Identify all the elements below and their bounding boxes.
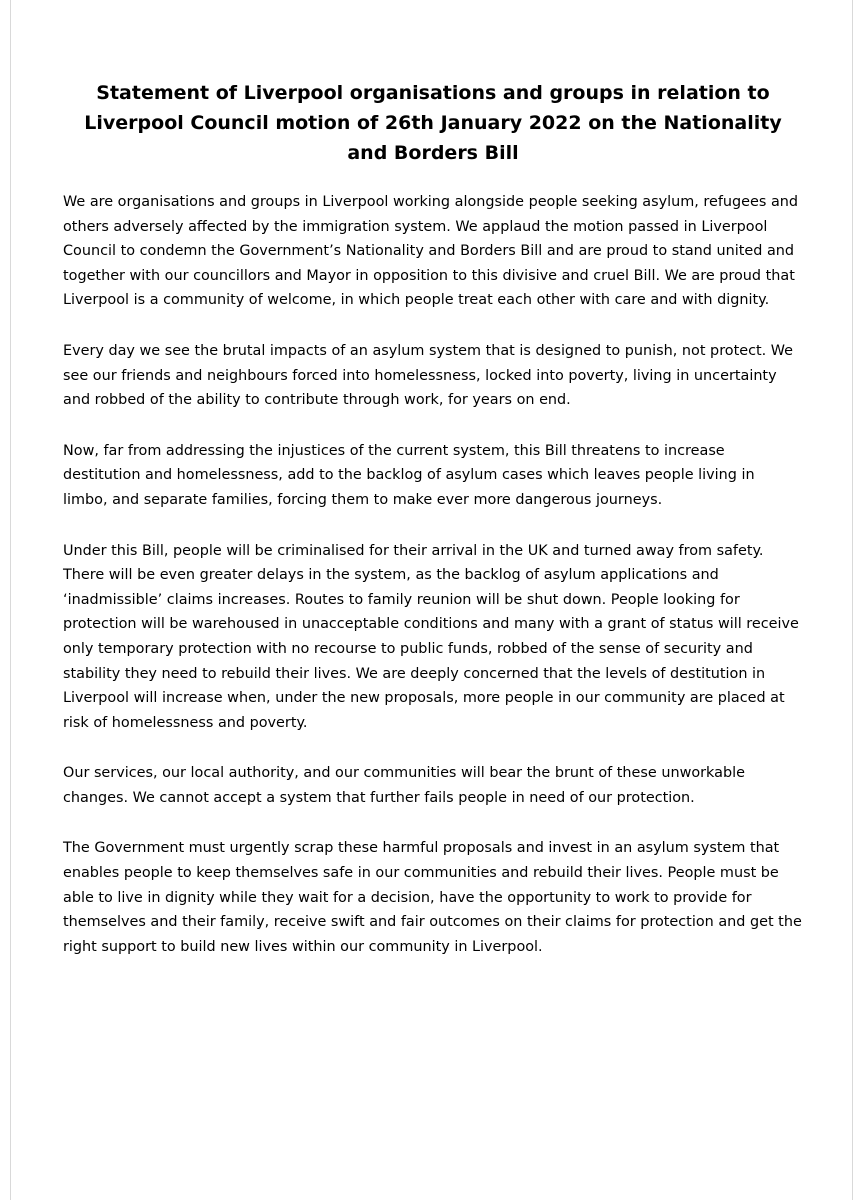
- paragraph-1: We are organisations and groups in Liverpool working alongside people seeking asylum, refugees and others adversely affected by the immigration system. We applaud the motion passed in Liverpool Council to condemn the Government’s Nationality and Borders Bill and are proud to stand united and together with our councillors and Mayor in opposition to this divisive and cruel Bill. We are proud that Liverpool is a community of welcome, in which people treat each other with care and with dignity.: [63, 194, 799, 309]
- document-body: [63, 78, 803, 985]
- paragraph-2: Every day we see the brutal impacts of an asylum system that is designed to punish, not protect. We see our friends and neighbours forced into homelessness, locked into poverty, living in uncertainty and robbed of the ability to contribute through work, for years on end.: [63, 342, 794, 409]
- document-title: Statement of Liverpool organisations and groups in relation to Liverpool Council motion of 26th January 2022 on the Nationality and Borders Bill: [84, 82, 782, 164]
- document-page: [10, 0, 853, 1200]
- paragraph-3: Now, far from addressing the injustices of the current system, this Bill threatens to increase destitution and homelessness, add to the backlog of asylum cases which leaves people living in limbo, and separate families, forcing them to make ever more dangerous journeys.: [63, 442, 755, 508]
- paragraph-5: Our services, our local authority, and our communities will bear the brunt of these unworkable changes. We cannot accept a system that further fails people in need of our protection.: [63, 765, 745, 806]
- paragraph-6: The Government must urgently scrap these harmful proposals and invest in an asylum system that enables people to keep themselves safe in our communities and rebuild their lives. People must be able to live in dignity while they wait for a decision, have the opportunity to work to provide for themselves and their family, receive swift and fair outcomes on their claims for protection and get the right support to build new lives within our community in Liverpool.: [63, 840, 802, 955]
- paragraph-4: Under this Bill, people will be criminalised for their arrival in the UK and turned away from safety. There will be even greater delays in the system, as the backlog of asylum applications and ‘inadmissible’ claims increases. Routes to family reunion will be shut down. People looking for protection will be warehoused in unacceptable conditions and many with a grant of status will receive only temporary protection with no recourse to public funds, robbed of the sense of security and stability they need to rebuild their lives. We are deeply concerned that the levels of destitution in Liverpool will increase when, under the new proposals, more people in our community are placed at risk of homelessness and poverty.: [63, 542, 799, 731]
